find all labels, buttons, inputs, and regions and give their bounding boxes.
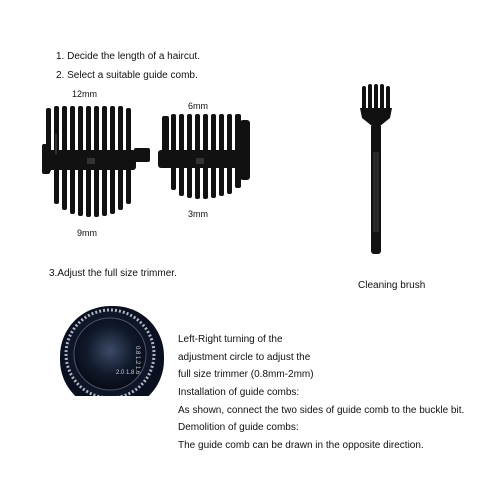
cleaning-brush-label: Cleaning brush (358, 280, 426, 291)
instruction-line-3: full size trimmer (0.8mm-2mm) (178, 369, 314, 380)
cleaning-brush-image (356, 82, 396, 260)
step-2-text: 2. Select a suitable guide comb. (56, 70, 198, 81)
comb-9mm-label: 9mm (77, 228, 97, 238)
trimmer-dial-image (58, 302, 168, 412)
step-1-text: 1. Decide the length of a haircut. (56, 51, 200, 62)
instruction-line-6: Demolition of guide combs: (178, 422, 299, 433)
comb-6mm-label: 6mm (188, 101, 208, 111)
instruction-line-7: The guide comb can be drawn in the opposite direction. (178, 440, 424, 451)
comb-3mm-label: 3mm (188, 209, 208, 219)
guide-comb-large-image (40, 104, 160, 224)
svg-text:0.8 1.2 1.6: 0.8 1.2 1.6 (134, 346, 140, 375)
comb-12mm-label: 12mm (72, 89, 98, 99)
step-3-text: 3.Adjust the full size trimmer. (49, 268, 177, 279)
instruction-line-5: As shown, connect the two sides of guide comb to the buckle bit. (178, 405, 465, 416)
instruction-line-1: Left-Right turning of the (178, 334, 283, 345)
instruction-line-4: Installation of guide combs: (178, 387, 300, 398)
instruction-line-2: adjustment circle to adjust the (178, 352, 311, 363)
guide-comb-small-image (156, 112, 256, 208)
svg-text:2.0 1.8: 2.0 1.8 (116, 370, 135, 376)
